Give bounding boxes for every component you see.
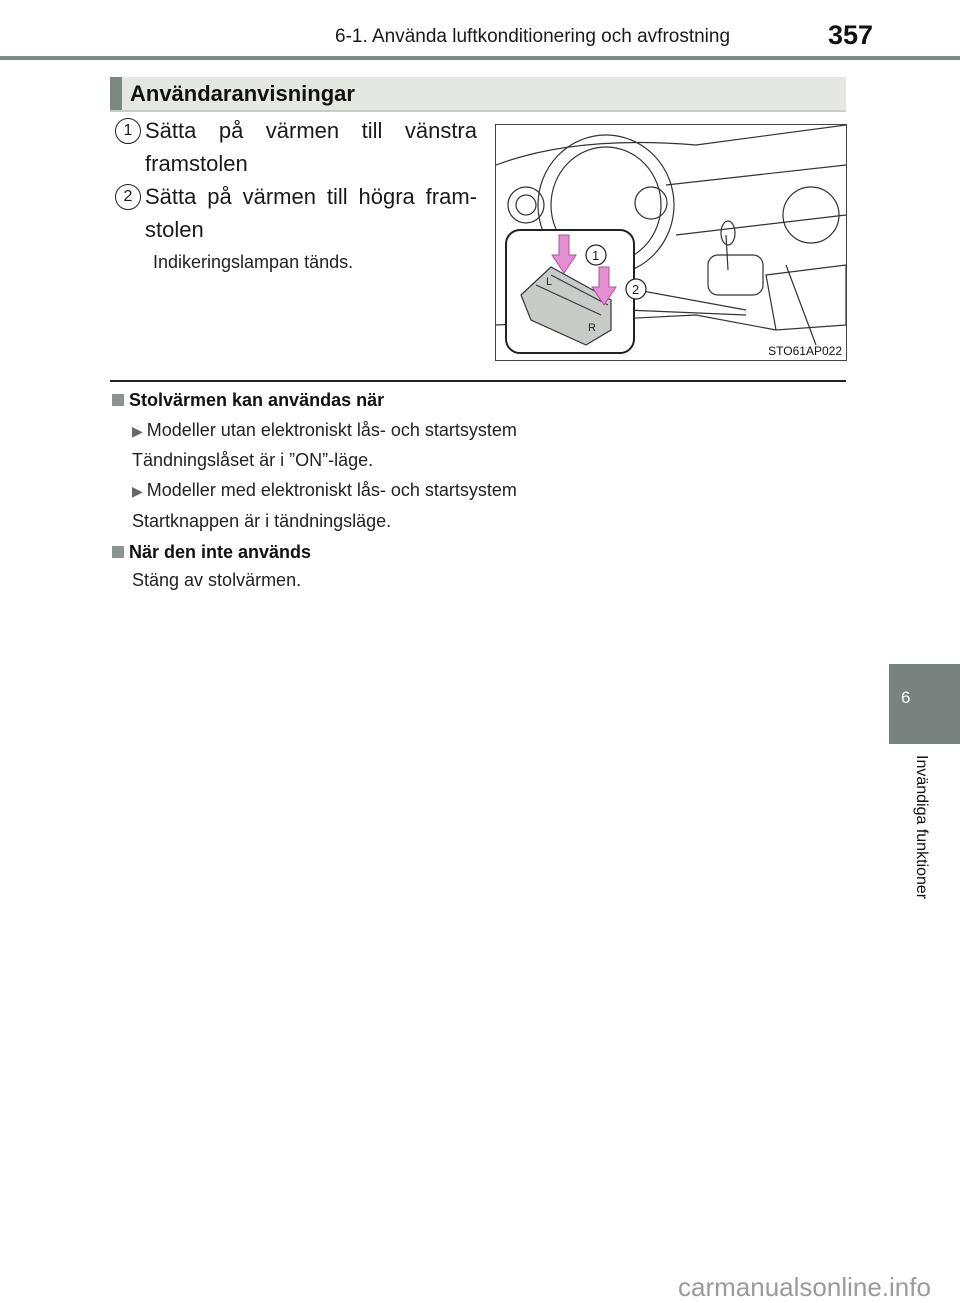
info-heading-usage: Stolvärmen kan användas när (112, 390, 384, 411)
watermark: carmanualsonline.info (678, 1272, 931, 1302)
chapter-tab-number: 6 (901, 688, 911, 707)
info-text-ignition: Tändningslåset är i ”ON”-läge. (132, 450, 374, 470)
chapter-tab-label: Invändiga funktioner (913, 755, 930, 900)
model-line-without: ▶ Modeller utan elektroniskt lås- och startsystem (132, 420, 517, 440)
info-text-start-button: Startknappen är i tändningsläge. (132, 511, 392, 531)
square-bullet-icon (112, 546, 124, 558)
circled-number-1-icon: 1 (115, 118, 141, 144)
triangle-bullet-icon: ▶ (132, 423, 143, 439)
step-1 (115, 114, 477, 180)
svg-text:1: 1 (592, 248, 600, 263)
page-number: 357 (828, 20, 874, 50)
svg-text:L: L (546, 276, 553, 288)
step-text: Sätta på värmen till vänstra framstolen (145, 118, 477, 176)
triangle-bullet-icon: ▶ (132, 483, 143, 499)
section-accent (110, 77, 122, 110)
header-rule (0, 56, 960, 60)
svg-text:2: 2 (632, 282, 640, 297)
chapter-tab (889, 664, 960, 744)
car-interior-drawing (496, 125, 846, 360)
step-text: Sätta på värmen till högra fram-stolen (145, 184, 477, 242)
section-bar (110, 77, 846, 112)
info-heading-not-used: När den inte används (112, 542, 311, 563)
section-divider (110, 380, 846, 382)
circled-number-2-icon: 2 (115, 184, 141, 210)
figure-code: STO61AP022 (768, 344, 842, 358)
model-line-with: ▶ Modeller med elektroniskt lås- och startsystem (132, 480, 517, 500)
section-title: Användaranvisningar (130, 81, 355, 106)
info-text-turn-off: Stäng av stolvärmen. (132, 570, 302, 590)
step-2 (115, 180, 477, 246)
seat-heater-illustration (495, 124, 847, 361)
square-bullet-icon (112, 394, 124, 406)
note-text: Indikeringslampan tänds. (153, 252, 354, 272)
chapter-title: 6-1. Använda luftkonditionering och avfrostning (335, 26, 731, 47)
svg-text:R: R (588, 322, 596, 334)
